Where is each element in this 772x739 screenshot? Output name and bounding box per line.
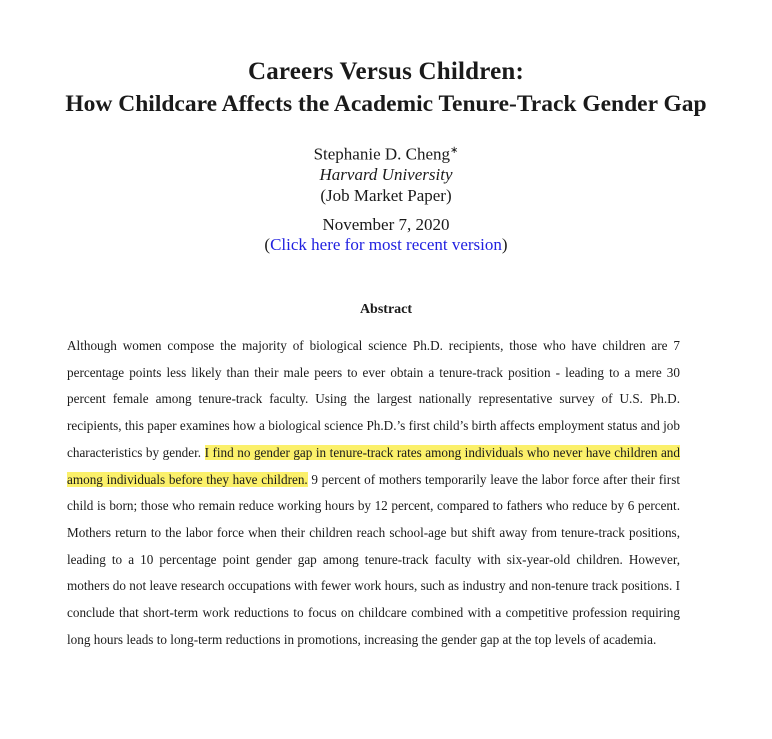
paper-date: November 7, 2020 bbox=[322, 215, 450, 234]
paper-note: (Job Market Paper) bbox=[320, 185, 452, 205]
author-footnote-mark[interactable]: ∗ bbox=[450, 145, 459, 156]
abstract-text-start: Although women compose the majority of biological science Ph.D. recipients, those who have children are 7 percentage points less likely than their male peers to ever obtain a tenure-track position - leading to a mere 30 percent female among tenure-track faculty. Using the largest nationally representative survey of U.S. Ph.D. recipients, this paper examines how a biological science Ph.D.’s first child’s birth affects employment status and job characteristics by gender. bbox=[67, 338, 680, 460]
paper-title: Careers Versus Children: bbox=[247, 58, 525, 85]
paper-subtitle: How Childcare Affects the Academic Tenure-Track Gender Gap bbox=[65, 91, 707, 117]
recent-version-line bbox=[0, 235, 772, 255]
author-affiliation: Harvard University bbox=[319, 165, 453, 185]
paren-open: ( bbox=[264, 235, 271, 254]
author-name: Stephanie D. Cheng bbox=[313, 144, 451, 164]
recent-version-link[interactable]: Click here for most recent version bbox=[270, 235, 502, 254]
highlighted-sentence: I find no gender gap in tenure-track rates among individuals who never have children and among individuals before they have children. bbox=[67, 444, 680, 487]
date-block bbox=[0, 215, 772, 255]
abstract-text bbox=[67, 333, 680, 653]
abstract-text-end: 9 percent of mothers temporarily leave the labor force after their first child is born; those who remain reduce working hours by 12 percent, compared to fathers who reduce by 6 percent. Mothers return to the labor force when their children reach school-age but shift away from tenure-track positions, leading to a 10 percentage point gender gap among tenure-track faculty with six-year-old children. However, mothers do not leave research occupations with fewer work hours, such as industry and non-tenure track positions. I conclude that short-term work reductions to focus on childcare combined with a competitive profession requiring long hours leads to long-term reductions in promotions, increasing the gender gap at the top levels of academia. bbox=[67, 471, 680, 647]
abstract-heading: Abstract bbox=[359, 302, 413, 317]
paren-close: ) bbox=[501, 235, 508, 254]
author-block bbox=[0, 141, 772, 206]
author-line bbox=[0, 141, 772, 165]
